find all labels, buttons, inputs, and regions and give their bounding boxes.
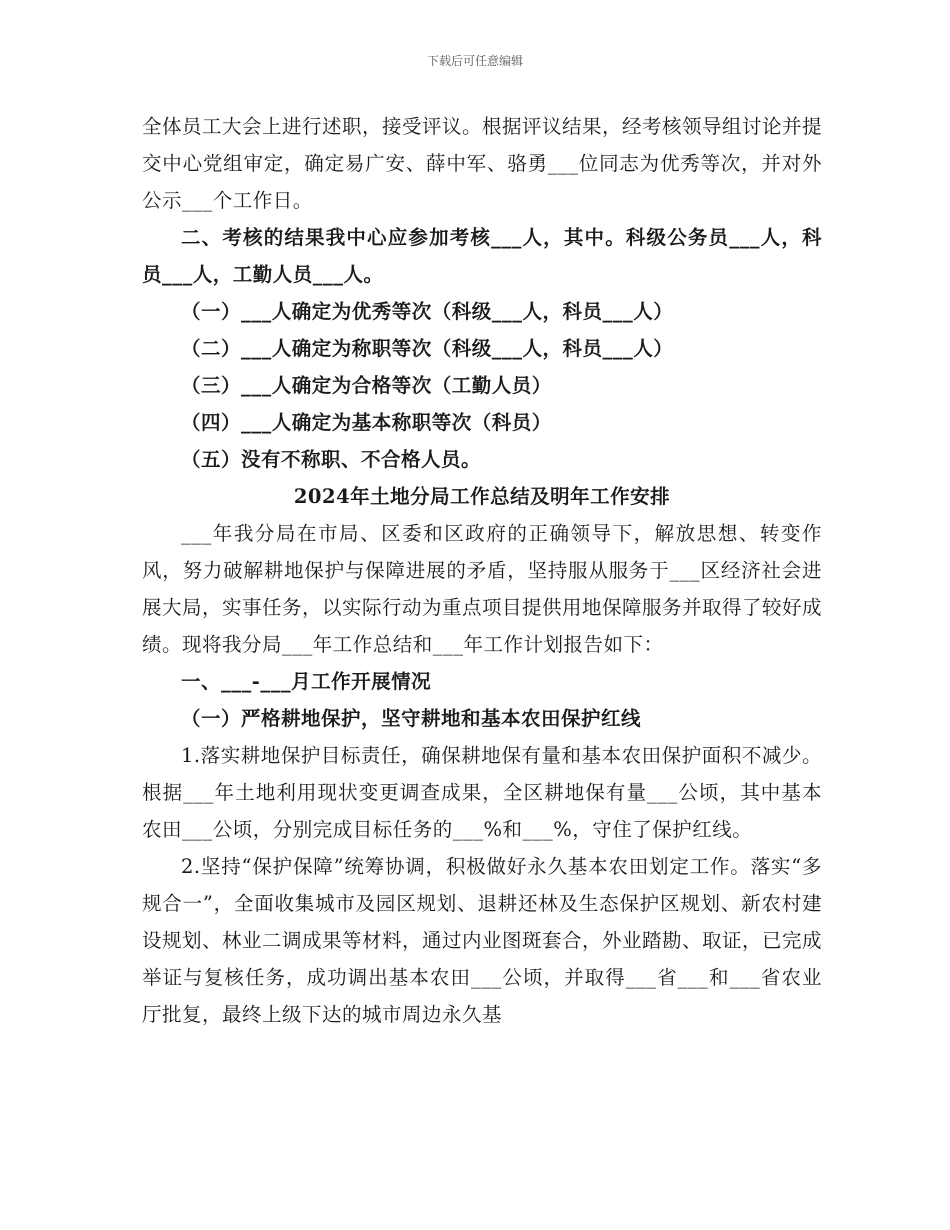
document-body (142, 108, 822, 1033)
paragraph-item-1: 1.落实耕地保护目标责任，确保耕地保有量和基本农田保护面积不减少。根据___年土地利用现状变更调查成果，全区耕地保有量___公顷，其中基本农田___公顷，分别完成目标任务的___%和___%，守住了保护红线。 (142, 744, 822, 841)
list-item-competent: （二）___人确定为称职等次（科级___人，科员___人） (181, 337, 674, 360)
section-heading-assessment: 二、考核的结果我中心应参加考核___人，其中。科级公务员___人，科员___人，工勤人员___人。 (142, 226, 822, 286)
section-heading-work-progress: 一、___-___月工作开展情况 (181, 670, 432, 693)
list-item-excellent: （一）___人确定为优秀等次（科级___人，科员___人） (181, 300, 674, 323)
subsection-heading-farmland-protection: （一）严格耕地保护，坚守耕地和基本农田保护红线 (181, 707, 642, 730)
list-item-qualified: （三）___人确定为合格等次（工勤人员） (181, 374, 552, 397)
page-header: 下载后可任意编辑 (426, 54, 523, 68)
document-title: 2024年土地分局工作总结及明年工作安排 (293, 485, 671, 508)
paragraph-appraisal-result: 全体员工大会上进行述职，接受评议。根据评议结果，经考核领导组讨论并提交中心党组审定，确定易广安、薛中军、骆勇___位同志为优秀等次，并对外公示___个工作日。 (142, 115, 823, 212)
paragraph-item-2: 2.坚持“保护保障”统筹协调，积极做好永久基本农田划定工作。落实“多规合一”，全面收集城市及园区规划、退耕还林及生态保护区规划、新农村建设规划、林业二调成果等材料，通过内业图斑套合，外业踏勘、取证，已完成举证与复核任务，成功调出基本农田___公顷，并取得___省___和___省农业厅批复，最终上级下达的城市周边永久基 (142, 855, 823, 1026)
paragraph-intro: ___年我分局在市局、区委和区政府的正确领导下，解放思想、转变作风，努力破解耕地保护与保障进展的矛盾，坚持服从服务于___区经济社会进展大局，实事任务，以实际行动为重点项目提供用地保障服务并取得了较好成绩。现将我分局___年工作总结和___年工作计划报告如下： (142, 522, 823, 656)
list-item-none-unqualified: （五）没有不称职、不合格人员。 (181, 448, 482, 471)
list-item-basically-competent: （四）___人确定为基本称职等次（科员） (181, 411, 552, 434)
